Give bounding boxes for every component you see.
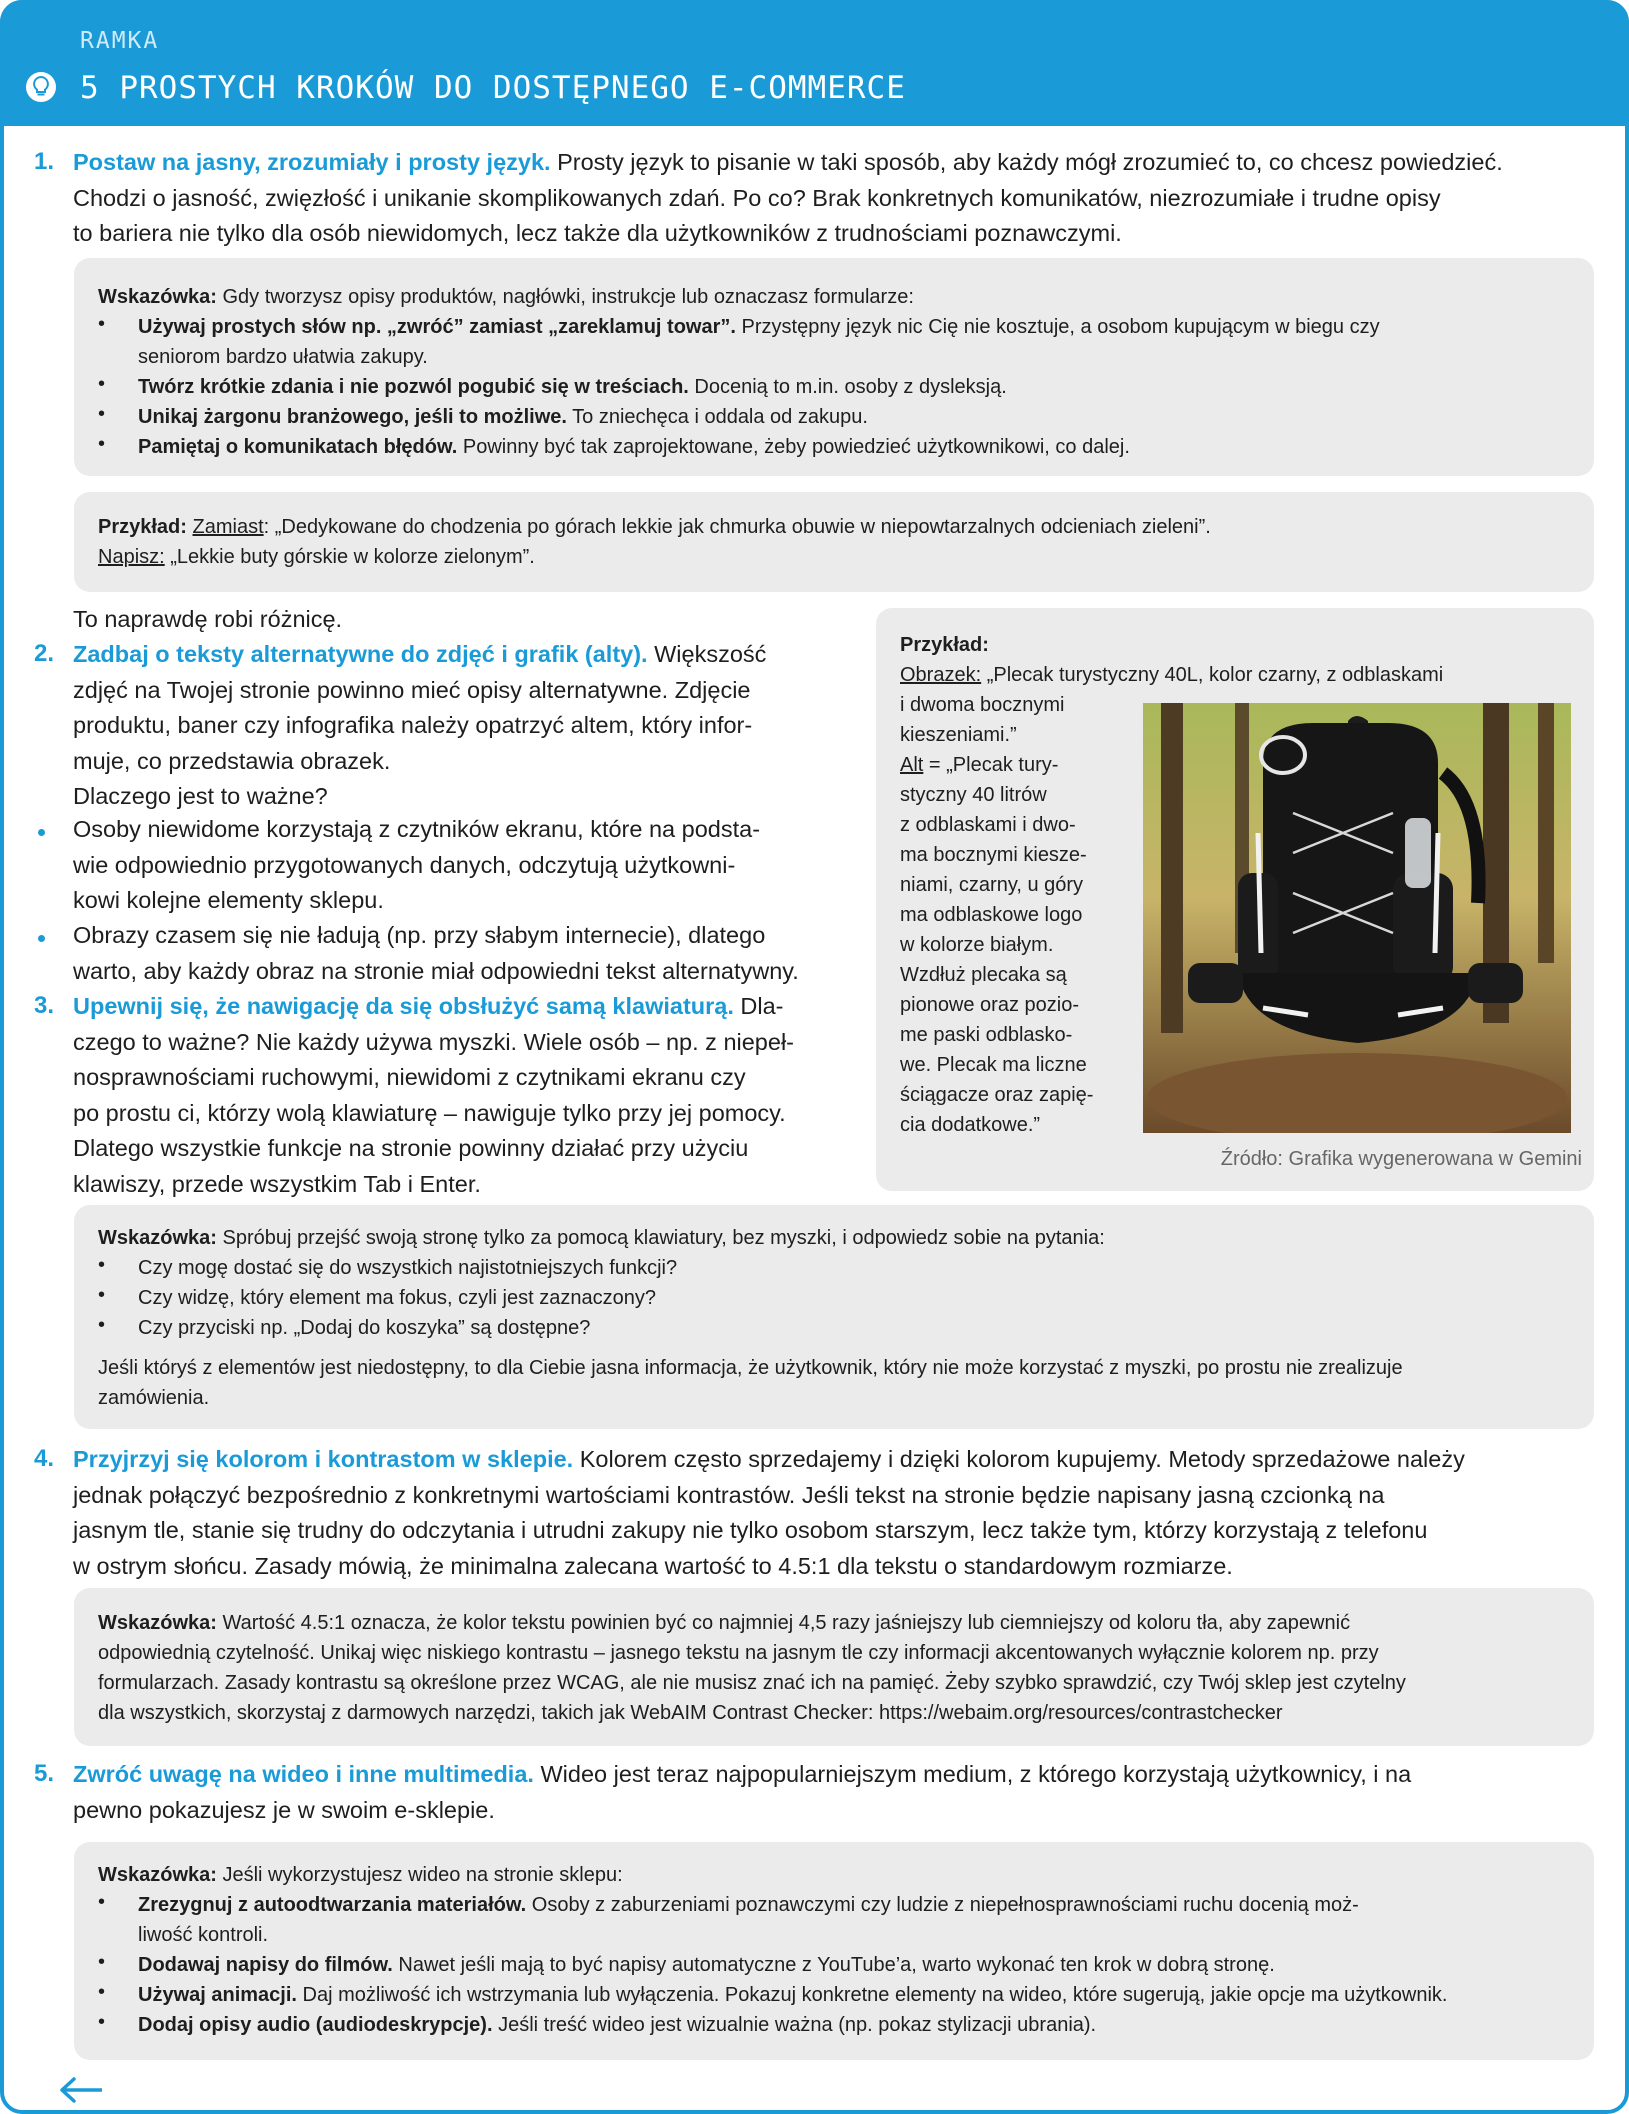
- tip-text: Wskazówka: Wartość 4.5:1 oznacza, że kolor tekstu powinien być co najmniej 4,5 razy jaśniejszy lub ciemniejszy od koloru tła, aby zapewnić odpowiednią czytelność. Unikaj więc niskiego kontrastu – jasnego tekstu na jasnym tle czy informacji akcentowanych wyłącznie kolorem np. przy formularzach. Zasady kontrastu są określone przez WCAG, ale nie musisz znać ich na pamięć. Żeby szybko sprawdzić, czy Twój sklep jest czytelny dla wszystkich, skorzystaj z darmowych narzędzi, takich jak WebAIM Contrast Checker: https://webaim.org/resources/contrastchecker: [98, 1612, 1406, 1724]
- bullet-dot: [38, 829, 45, 836]
- step1-lead: Postaw na jasny, zrozumiały i prosty język.: [73, 149, 551, 175]
- tip-intro: Wskazówka: Spróbuj przejść swoją stronę tylko za pomocą klawiatury, bez myszki, i odpowiedz sobie na pytania:: [98, 1227, 1105, 1249]
- step2-bullet: Osoby niewidome korzystają z czytników ekranu, które na podsta- wie odpowiednio przygotowanych danych, odczytują użytkowni- kowi kolejne elementy sklepu.: [73, 816, 761, 913]
- tip-item: Czy przyciski np. „Dodaj do koszyka” są dostępne?: [138, 1317, 591, 1339]
- step4-lead: Przyjrzyj się kolorom i kontrastom w sklepie.: [73, 1446, 574, 1472]
- lightbulb-icon: [26, 72, 56, 102]
- tip-item: Dodaj opisy audio (audiodeskrypcje). Jeśli treść wideo jest wizualnie ważna (np. pokaz stylizacji ubrania).: [138, 2014, 1097, 2036]
- header: [0, 0, 1629, 126]
- step3-lead: Upewnij się, że nawigację da się obsłużyć samą klawiaturą.: [73, 993, 734, 1019]
- backpack-photo: [1143, 703, 1571, 1133]
- sidebar-line: we. Plecak ma liczne: [900, 1054, 1087, 1076]
- sidebar-line: z odblaskami i dwo-: [900, 814, 1076, 836]
- sidebar-line: Wzdłuż plecaka są: [900, 964, 1067, 986]
- sidebar-line: niami, czarny, u góry: [900, 874, 1084, 896]
- step-number: 1.: [34, 148, 55, 175]
- tip-box: Wskazówka: Gdy tworzysz opisy produktów, nagłówki, instrukcje lub oznaczasz formularze: • Używaj prostych słów np. „zwróć” zamiast „zareklamuj towar”. Przystępny język nic Cię nie kosztuje, a osobom kupującym w biegu czy seniorom bardzo ułatwia zakupy. • Twórz krótkie zdania i nie pozwól pogubić się w treściach. Docenią to m.in. osoby z dysleksją. • Unikaj żargonu branżowego, jeśli to możliwe. To zniechęca i oddala od zakupu. • Pamiętaj o komunikatach błędów. Powinny być tak zaprojektowane, żeby powiedzieć użytkownikowi, co dalej.: [74, 258, 1594, 476]
- tip-item: Unikaj żargonu branżowego, jeśli to możliwe. To zniechęca i oddala od zakupu.: [138, 406, 868, 428]
- bullet-dot: [38, 935, 45, 942]
- sidebar-line: ma odblaskowe logo: [900, 904, 1083, 926]
- back-arrow-icon[interactable]: [58, 2076, 102, 2104]
- sidebar-line: styczny 40 litrów: [900, 784, 1047, 806]
- sidebar-label: Przykład:: [900, 634, 989, 656]
- sidebar-line: me paski odblasko-: [900, 1024, 1073, 1046]
- paragraph-line: to bariera nie tylko dla osób niewidomych, lecz także dla użytkowników z trudnościami poznawczymi.: [73, 220, 1122, 246]
- header-label: RAMKA: [80, 28, 160, 54]
- example-instead: Przykład: Zamiast: „Dedykowane do chodzenia po górach lekkie jak chmurka obuwie w niepowtarzalnych odcieniach zieleni”.: [98, 516, 1211, 538]
- step2-lead: Zadbaj o teksty alternatywne do zdjęć i grafik (alty).: [73, 641, 648, 667]
- step1-closing: To naprawdę robi różnicę.: [73, 606, 343, 632]
- tip-item: Używaj prostych słów np. „zwróć” zamiast „zareklamuj towar”. Przystępny język nic Cię nie kosztuje, a osobom kupującym w biegu czy seniorom bardzo ułatwia zakupy.: [138, 316, 1380, 368]
- step5-paragraph: Zwróć uwagę na wideo i inne multimedia. Wideo jest teraz najpopularniejszym medium, z którego korzystają użytkownicy, i na pewno pokazujesz je w swoim e-sklepie.: [73, 1761, 1412, 1823]
- sidebar-line: ma bocznymi kiesze-: [900, 844, 1087, 866]
- tip-box: [74, 1588, 1594, 1746]
- example-write: Napisz: „Lekkie buty górskie w kolorze zielonym”.: [98, 546, 535, 568]
- tip-item: Czy widzę, który element ma fokus, czyli jest zaznaczony?: [138, 1287, 656, 1309]
- step1-paragraph: [73, 145, 1593, 252]
- step5-lead: Zwróć uwagę na wideo i inne multimedia.: [73, 1761, 534, 1787]
- tip-item: Zrezygnuj z autoodtwarzania materiałów. Osoby z zaburzeniami poznawczymi czy ludzie z niepełnosprawnościami ruchu docenią moż- liwość kontroli.: [138, 1894, 1359, 1946]
- paragraph-line: Chodzi o jasność, zwięzłość i unikanie skomplikowanych zdań. Po co? Brak konkretnych komunikatów, niezrozumiałe i trudne opisy: [73, 184, 1441, 211]
- step-number: 2.: [34, 640, 55, 667]
- tip-box: Wskazówka: Jeśli wykorzystujesz wideo na stronie sklepu: • Zrezygnuj z autoodtwarzania materiałów. Osoby z zaburzeniami poznawczymi czy ludzie z niepełnosprawnościami ruchu docenią moż- liwość kontroli. • Dodawaj napisy do filmów. Nawet jeśli mają to być napisy automatyczne z YouTube’a, warto wykonać ten krok w dobrą stronę. • Używaj animacji. Daj możliwość ich wstrzymania lub wyłączenia. Pokazuj konkretne elementy na wideo, które sugerują, jakie opcje ma użytkownik. • Dodaj opisy audio (audiodeskrypcje). Jeśli treść wideo jest wizualnie ważna (np. pokaz stylizacji ubrania).: [74, 1842, 1594, 2060]
- sidebar-alt: Alt = „Plecak tury-: [900, 754, 1059, 776]
- header-title: 5 PROSTYCH KROKÓW DO DOSTĘPNEGO E-COMMERCE: [80, 70, 906, 106]
- step-number: 4.: [34, 1445, 55, 1472]
- image-source-caption: Źródło: Grafika wygenerowana w Gemini: [1220, 1148, 1582, 1170]
- step-number: 5.: [34, 1760, 55, 1787]
- paragraph-line: Prosty język to pisanie w taki sposób, aby każdy mógł zrozumieć to, co chcesz powiedzieć.: [550, 149, 1503, 175]
- tip-intro: Wskazówka: Jeśli wykorzystujesz wideo na stronie sklepu:: [98, 1864, 623, 1886]
- step4-paragraph: Przyjrzyj się kolorom i kontrastom w sklepie. Kolorem często sprzedajemy i dzięki kolorom kupujemy. Metody sprzedażowe należy jednak połączyć bezpośrednio z konkretnymi wartościami kontrastów. Jeśli tekst na stronie będzie napisany jasną czcionką na jasnym tle, stanie się trudny do odczytania i utrudni zakupy nie tylko osobom starszym, lecz także tym, którzy korzystają z telefonu w ostrym słońcu. Zasady mówią, że minimalna zalecana wartość to 4.5:1 dla tekstu o standardowym rozmiarze.: [73, 1446, 1465, 1579]
- example-box: [74, 492, 1594, 592]
- step2-bullet: Obrazy czasem się nie ładują (np. przy słabym internecie), dlatego warto, aby każdy obraz na stronie miał odpowiedni tekst alternatywny.: [73, 922, 799, 984]
- sidebar-line: pionowe oraz pozio-: [900, 994, 1079, 1016]
- tip-item: Czy mogę dostać się do wszystkich najistotniejszych funkcji?: [138, 1257, 678, 1279]
- tip-outro: Jeśli któryś z elementów jest niedostępny, to dla Ciebie jasna informacja, że użytkownik, który nie może korzystać z myszki, po prostu nie zrealizuje zamówienia.: [98, 1357, 1403, 1409]
- tip-item: Używaj animacji. Daj możliwość ich wstrzymania lub wyłączenia. Pokazuj konkretne elementy na wideo, które sugerują, jakie opcje ma użytkownik.: [138, 1984, 1448, 2006]
- step-number: 3.: [34, 992, 55, 1019]
- step2-paragraph: Zadbaj o teksty alternatywne do zdjęć i grafik (alty). Większość zdjęć na Twojej stronie powinno mieć opisy alternatywne. Zdjęcie produktu, baner czy infografika należy opatrzyć altem, który infor- muje, co przedstawia obrazek. Dlaczego jest to ważne?: [73, 641, 767, 809]
- tip-item: Twórz krótkie zdania i nie pozwól pogubić się w treściach. Docenią to m.in. osoby z dysleksją.: [138, 376, 1007, 398]
- tip-item: Pamiętaj o komunikatach błędów. Powinny być tak zaprojektowane, żeby powiedzieć użytkownikowi, co dalej.: [138, 436, 1130, 458]
- tip-intro: Wskazówka: Gdy tworzysz opisy produktów, nagłówki, instrukcje lub oznaczasz formularze:: [98, 286, 914, 308]
- sidebar-image-desc: Obrazek: „Plecak turystyczny 40L, kolor czarny, z odblaskami: [900, 664, 1444, 686]
- sidebar-line: cia dodatkowe.”: [900, 1114, 1041, 1136]
- sidebar-line: i dwoma bocznymi: [900, 694, 1065, 716]
- sidebar-line: w kolorze białym.: [900, 934, 1054, 956]
- sidebar-example-box: [876, 608, 1594, 1191]
- tip-item: Dodawaj napisy do filmów. Nawet jeśli mają to być napisy automatyczne z YouTube’a, warto wykonać ten krok w dobrą stronę.: [138, 1954, 1275, 1976]
- sidebar-line: kieszeniami.”: [900, 724, 1017, 746]
- tip-box: Wskazówka: Spróbuj przejść swoją stronę tylko za pomocą klawiatury, bez myszki, i odpowiedz sobie na pytania: • Czy mogę dostać się do wszystkich najistotniejszych funkcji? • Czy widzę, który element ma fokus, czyli jest zaznaczony? • Czy przyciski np. „Dodaj do koszyka” są dostępne? Jeśli któryś z elementów jest niedostępny, to dla Ciebie jasna informacja, że użytkownik, który nie może korzystać z myszki, po prostu nie zrealizuje zamówienia.: [74, 1205, 1594, 1429]
- sidebar-line: ściągacze oraz zapię-: [900, 1084, 1094, 1106]
- step3-paragraph: Upewnij się, że nawigację da się obsłużyć samą klawiaturą. Dla- czego to ważne? Nie każdy używa myszki. Wiele osób – np. z niepeł- nosprawnościami ruchowymi, niewidomi z czytnikami ekranu czy po prostu ci, którzy wolą klawiaturę – nawiguje tylko przy jej pomocy. Dlatego wszystkie funkcje na stronie powinny działać przy użyciu klawiszy, przede wszystkim Tab i Enter.: [73, 993, 794, 1197]
